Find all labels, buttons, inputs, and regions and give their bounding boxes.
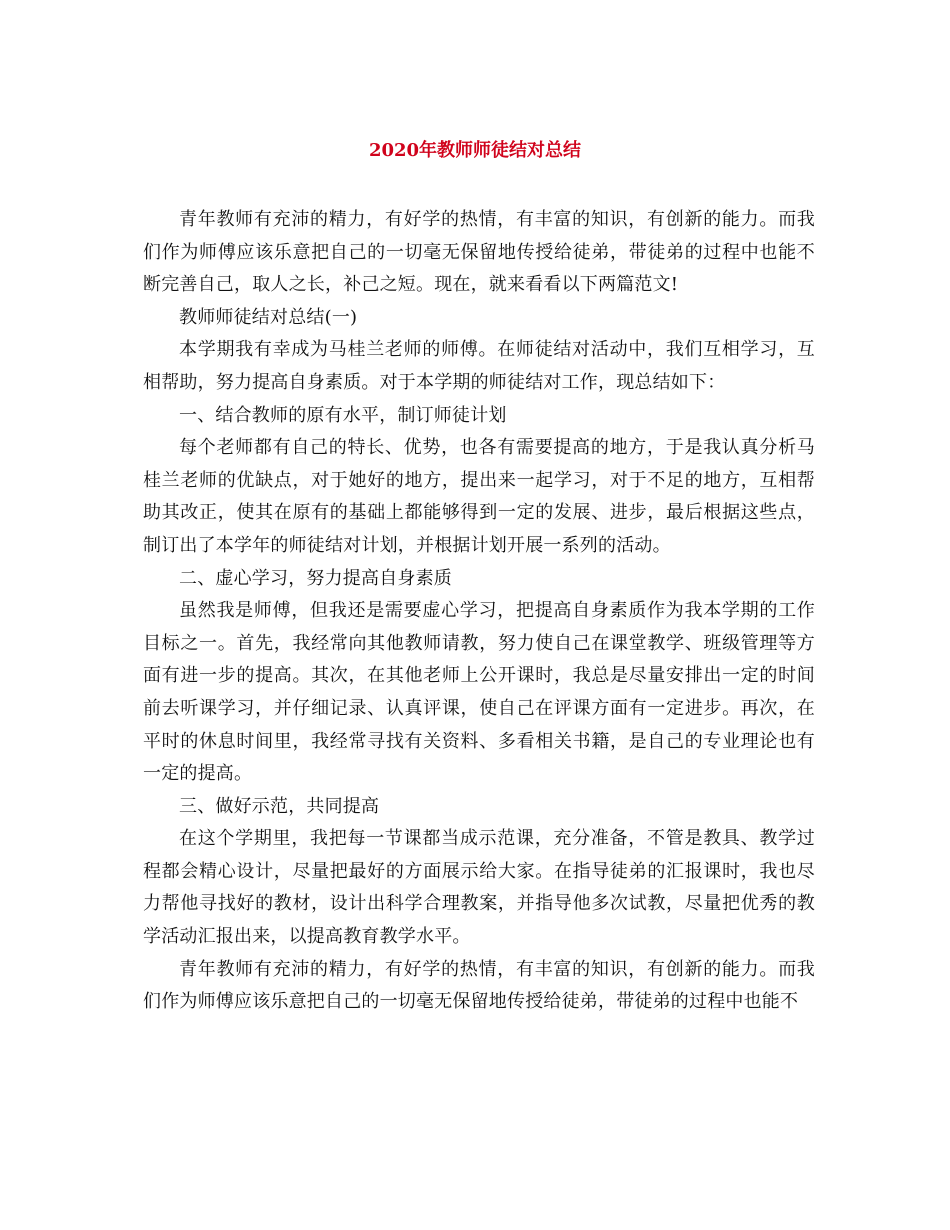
section-heading: 教师师徒结对总结(一) <box>179 306 358 328</box>
section-heading: 二、虚心学习，努力提高自身素质 <box>179 567 452 589</box>
document-body <box>143 204 815 1019</box>
intro-paragraph: 青年教师有充沛的精力，有好学的热情，有丰富的知识，有创新的能力。而我们作为师傅应该乐意把自己的一切毫无保留地传授给徒弟，带徒弟的过程中也能不断完善自己，取人之长，补己之短。现在，就来看看以下两篇范文! <box>143 209 815 296</box>
section-heading: 一、结合教师的原有水平，制订师徒计划 <box>179 404 507 426</box>
body-paragraph: 虽然我是师傅，但我还是需要虚心学习，把提高自身素质作为我本学期的工作目标之一。首先，我经常向其他教师请教，努力使自己在课堂教学、班级管理等方面有进一步的提高。其次，在其他老师上公开课时，我总是尽量安排出一定的时间前去听课学习，并仔细记录、认真评课，使自己在评课方面有一定进步。再次，在平时的休息时间里，我经常寻找有关资料、多看相关书籍，是自己的专业理论也有一定的提高。 <box>143 600 815 785</box>
document-title: 2020年教师师徒结对总结 <box>368 140 582 161</box>
body-paragraph: 青年教师有充沛的精力，有好学的热情，有丰富的知识，有创新的能力。而我们作为师傅应该乐意把自己的一切毫无保留地传授给徒弟，带徒弟的过程中也能不 <box>143 958 815 1013</box>
body-paragraph: 本学期我有幸成为马桂兰老师的师傅。在师徒结对活动中，我们互相学习，互相帮助，努力提高自身素质。对于本学期的师徒结对工作，现总结如下： <box>143 339 815 393</box>
body-paragraph: 每个老师都有自己的特长、优势，也各有需要提高的地方，于是我认真分析马桂兰老师的优缺点，对于她好的地方，提出来一起学习，对于不足的地方，互相帮助其改正，使其在原有的基础上都能够得到一定的发展、进步，最后根据这些点，制订出了本学年的师徒结对计划，并根据计划开展一系列的活动。 <box>143 437 815 556</box>
body-paragraph: 在这个学期里，我把每一节课都当成示范课，充分准备，不管是教具、教学过程都会精心设计，尽量把最好的方面展示给大家。在指导徒弟的汇报课时，我也尽力帮他寻找好的教材，设计出科学合理教案，并指导他多次试教，尽量把优秀的教学活动汇报出来，以提高教育教学水平。 <box>143 828 815 948</box>
section-heading: 三、做好示范，共同提高 <box>179 795 380 817</box>
